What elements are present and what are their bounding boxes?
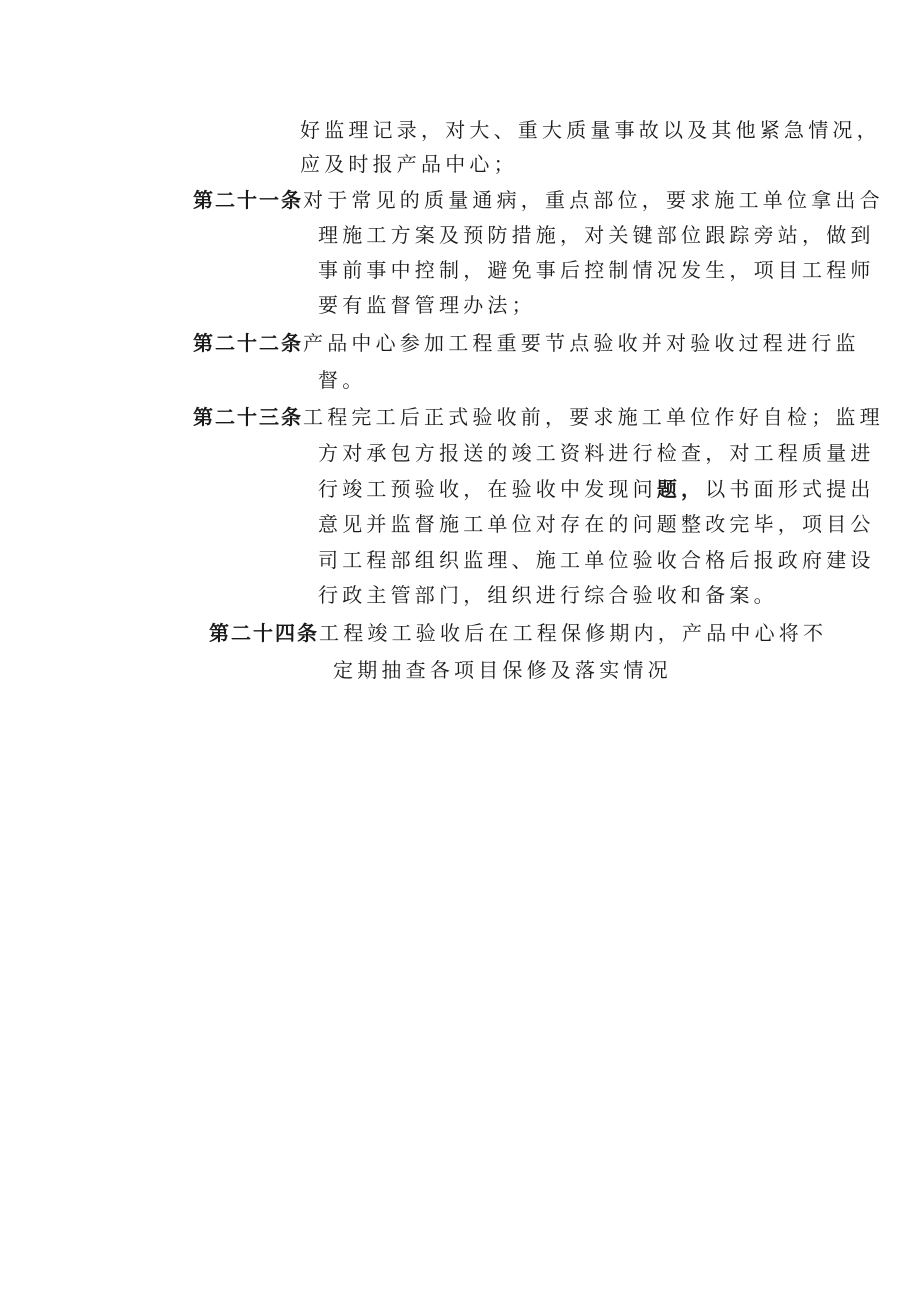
- article-24-text-2: 定期抽查各项目保修及落实情况: [333, 658, 672, 682]
- article-23-text-3a: 行竣工预验收，在验收中发现问: [318, 477, 657, 501]
- article-24-heading: 第二十四条: [209, 621, 319, 645]
- article-24-first-line: [209, 620, 827, 646]
- article-23-text-6: 行政主管部门，组织进行综合验收和备案。: [318, 583, 778, 607]
- article-21-text-1: 对于常见的质量通病，重点部位，要求施工单位拿出合: [303, 188, 884, 212]
- article-23-heading: 第二十三条: [193, 405, 303, 429]
- article-23-text-3-bold: 题，: [656, 477, 706, 501]
- article-23-text-3: [318, 476, 875, 502]
- article-21-text-2: 理施工方案及预防措施，对关键部位跟踪旁站，做到: [318, 223, 875, 247]
- article-23-first-line: [193, 404, 884, 430]
- continuation-line-1: 好监理记录，对大、重大质量事故以及其他紧急情况，: [300, 118, 881, 142]
- continuation-line-2: 应及时报产品中心；: [300, 152, 518, 176]
- article-21-first-line: [193, 187, 884, 213]
- article-21-text-3: 事前事中控制，避免事后控制情况发生，项目工程师: [318, 258, 875, 282]
- article-22-first-line: [193, 330, 860, 356]
- article-21-text-4: 要有监督管理办法；: [318, 293, 536, 317]
- article-24-text-1: 工程竣工验收后在工程保修期内，产品中心将不: [319, 621, 828, 645]
- article-22-text-1: 产品中心参加工程重要节点验收并对验收过程进行监: [303, 331, 860, 355]
- article-23-text-2: 方对承包方报送的竣工资料进行检查，对工程质量进: [318, 441, 875, 465]
- article-21-heading: 第二十一条: [193, 188, 303, 212]
- article-23-text-5: 司工程部组织监理、施工单位验收合格后报政府建设: [318, 548, 875, 572]
- article-23-text-4: 意见并监督施工单位对存在的问题整改完毕，项目公: [318, 512, 875, 536]
- article-22-text-2: 督。: [318, 368, 367, 392]
- article-23-text-1: 工程完工后正式验收前，要求施工单位作好自检；监理: [303, 405, 884, 429]
- article-22-heading: 第二十二条: [193, 331, 303, 355]
- article-23-text-3b: 以书面形式提出: [705, 477, 875, 501]
